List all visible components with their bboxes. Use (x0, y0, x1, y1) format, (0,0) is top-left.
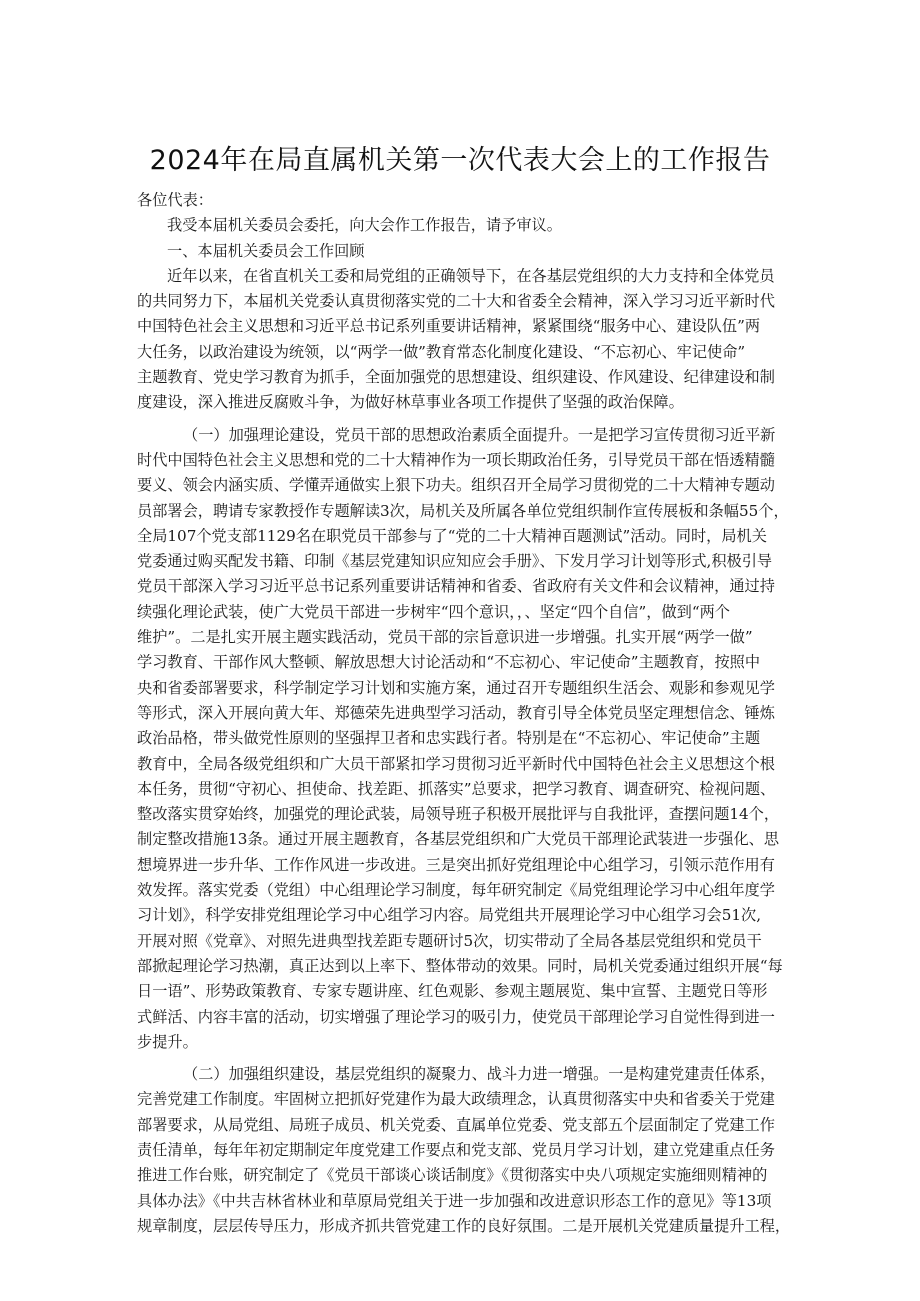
paragraph-line: 全局107个党支部1129名在职党员干部参与了“党的二十大精神百题测试”活动。同时，局机关 (137, 526, 767, 545)
paragraph-line: 央和省委部署要求，科学制定学习计划和实施方案，通过召开专题组织生活会、观影和参观见学 (137, 678, 775, 697)
paragraph-line: 习计划》，科学安排党组理论学习中心组学习内容。局党组共开展理论学习中心组学习会51次, (137, 906, 762, 925)
paragraph (137, 423, 795, 1055)
paragraph-line: 开展对照《党章》、对照先进典型找差距专题研讨5次，切实带动了全局各基层党组织和党员干 (137, 931, 762, 950)
paragraph (137, 213, 795, 238)
paragraph-line: 规章制度，层层传导压力，形成齐抓共管党建工作的良好氛围。二是开展机关党建质量提升工程， (137, 1216, 791, 1235)
paragraph-line: 推进工作台账，研究制定了《党员干部谈心谈话制度》《贯彻落实中央八项规定实施细则精神的 (137, 1166, 768, 1185)
salutation: 各位代表： (137, 191, 213, 209)
paragraph-line: 本任务，贯彻“守初心、担使命、找差距、抓落实”总要求，把学习教育、调查研究、检视问题、 (137, 779, 776, 798)
paragraph-line: 政治品格，带头做党性原则的坚强捍卫者和忠实践行者。特别是在“不忘初心、牢记使命”主题 (137, 729, 761, 748)
paragraph-line: 我受本届机关委员会委托，向大会作工作报告，请予审议。 (167, 216, 562, 235)
paragraph-line: 党员干部深入学习习近平总书记系列重要讲话精神和省委、省政府有关文件和会议精神，通过持 (137, 577, 775, 596)
paragraph-gap (137, 1055, 795, 1062)
paragraph-line: 维护”。二是扎实开展主题实践活动，党员干部的宗旨意识进一步增强。扎实开展“两学一做” (137, 628, 753, 647)
paragraph-line: 员部署会，聘请专家教授作专题解读3次，局机关及所属各单位党组织制作宣传展板和条幅55个， (137, 501, 789, 520)
paragraph-line: （一）加强理论建设，党员干部的思想政治素质全面提升。一是把学习宣传贯彻习近平新 (183, 425, 776, 444)
paragraph-line: 一、本届机关委员会工作回顾 (167, 241, 365, 260)
paragraph-line: 效发挥。落实党委（党组）中心组理论学习制度，每年研究制定《局党组理论学习中心组年度学 (137, 881, 775, 900)
paragraph-line: 制定整改措施13条。通过开展主题教育，各基层党组织和广大党员干部理论武装进一步强化、思 (137, 830, 780, 849)
paragraph-line: 主题教育、党史学习教育为抓手，全面加强党的思想建设、组织建设、作风建设、纪律建设和制 (137, 368, 775, 387)
paragraph-line: 时代中国特色社会主义思想和党的二十大精神作为一项长期政治任务，引导党员干部在悟透精髓 (137, 450, 775, 469)
paragraph-line: 部掀起理论学习热潮，真正达到以上率下、整体带动的效果。同时，局机关党委通过组织开展“每 (137, 956, 783, 975)
paragraph-line: 部署要求，从局党组、局班子成员、机关党委、直属单位党委、党支部五个层面制定了党建工作 (137, 1115, 775, 1134)
paragraph-line: 要义、领会内涵实质、学懂弄通做实上狠下功夫。组织召开全局学习贯彻党的二十大精神专题动 (137, 476, 775, 495)
paragraph-gap (137, 416, 795, 423)
paragraph-line: 式鲜活、内容丰富的活动，切实增强了理论学习的吸引力，使党员干部理论学习自觉性得到进一 (137, 1007, 775, 1026)
paragraph-line: 中国特色社会主义思想和习近平总书记系列重要讲话精神，紧紧围绕“服务中心、建设队伍”两 (137, 317, 761, 336)
paragraph (137, 239, 795, 264)
paragraph-line: 学习教育、干部作风大整顿、解放思想大讨论活动和“不忘初心、牢记使命”主题教育，按照中 (137, 653, 761, 672)
paragraph-line: 近年以来，在省直机关工委和局党组的正确领导下，在各基层党组织的大力支持和全体党员 (167, 266, 775, 285)
paragraph-line: 度建设，深入推进反腐败斗争，为做好林草事业各项工作提供了坚强的政治保障。 (137, 393, 684, 412)
document-title: 2024年在局直属机关第一次代表大会上的工作报告 (149, 145, 771, 176)
document-body (137, 188, 795, 1239)
paragraph-line: 步提升。 (137, 1032, 198, 1051)
paragraph-line: 责任清单，每年年初定期制定年度党建工作要点和党支部、党员月学习计划，建立党建重点任务 (137, 1140, 775, 1159)
paragraph-line: 等形式，深入开展向黄大年、郑德荣先进典型学习活动，教育引导全体党员坚定理想信念、锤炼 (137, 703, 775, 722)
paragraph-line: 整改落实贯穿始终，加强党的理论武装，局领导班子积极开展批评与自我批评，查摆问题14个， (137, 805, 780, 824)
paragraph-line: 想境界进一步升华、工作作风进一步改进。三是突出抓好党组理论中心组学习，引领示范作用有 (137, 855, 775, 874)
paragraph (137, 1062, 795, 1239)
paragraph-line: （二）加强组织建设，基层党组织的凝聚力、战斗力进一增强。一是构建党建责任体系， (183, 1065, 776, 1084)
paragraph-line: 大任务，以政治建设为统领，以“两学一做”教育常态化制度化建设、“不忘初心、牢记使命” (137, 342, 746, 361)
paragraph-line: 具体办法》《中共吉林省林业和草原局党组关于进一步加强和改进意识形态工作的意见》等13项 (137, 1191, 772, 1210)
paragraph (137, 264, 795, 416)
paragraph-line: 日一语”、形势政策教育、专家专题讲座、红色观影、参观主题展览、集中宣誓、主题党日等形 (137, 982, 768, 1001)
paragraph-line: 完善党建工作制度。牢固树立把抓好党建作为最大政绩理念，认真贯彻落实中央和省委关于党建 (137, 1090, 775, 1109)
paragraph-line: 续强化理论武装，使广大党员干部进一步树牢“四个意识，，、坚定“四个自信”，做到“两个 (137, 602, 730, 621)
paragraph-line: 教育中，全局各级党组织和广大员干部紧扣学习贯彻习近平新时代中国特色社会主义思想这个根 (137, 754, 775, 773)
paragraph-line: 党委通过购买配发书籍、印制《基层党建知识应知应会手册》、下发月学习计划等形式,积极引导 (137, 552, 773, 571)
paragraph-line: 的共同努力下，本届机关党委认真贯彻落实党的二十大和省委全会精神，深入学习习近平新时代 (137, 292, 775, 311)
